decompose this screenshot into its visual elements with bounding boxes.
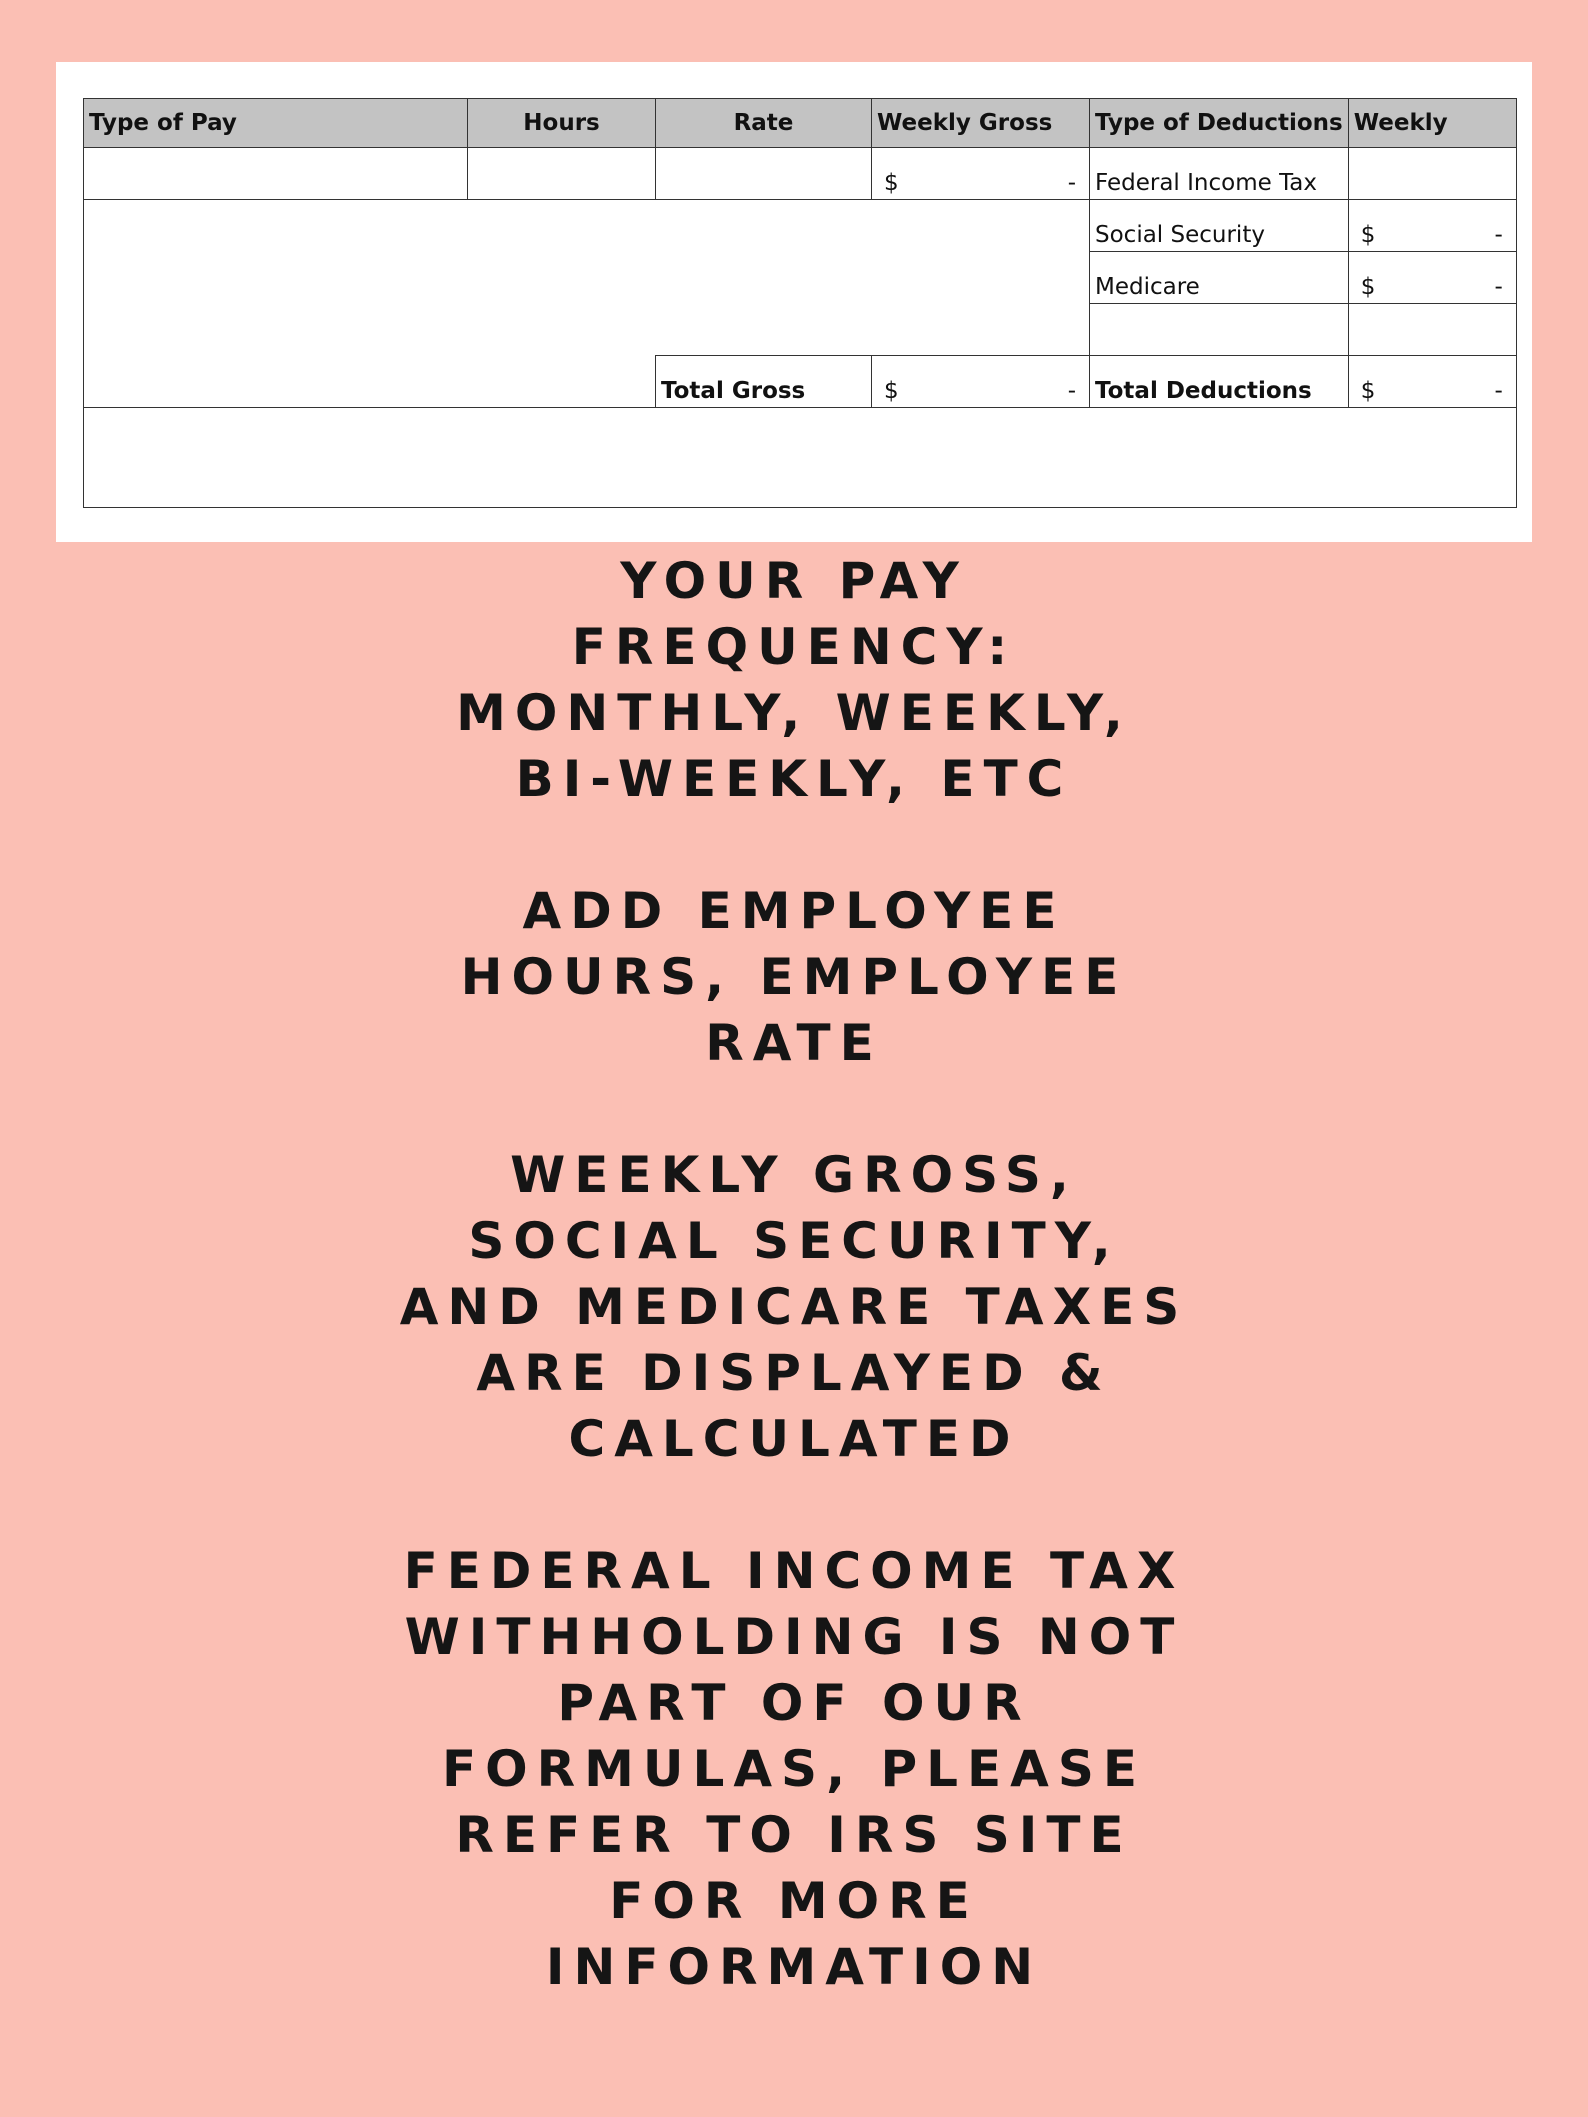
total-gross-cell [872,356,1090,408]
federal-income-tax-cell[interactable] [1348,148,1516,200]
note-line: HOURS, EMPLOYEE [460,948,1128,1006]
header-weekly-gross: Weekly Gross [872,99,1090,148]
note-line: MONTHLY, WEEKLY, [456,684,1132,742]
note-line: ARE DISPLAYED & [476,1344,1112,1402]
header-row [84,99,1517,148]
currency-symbol: $ [1360,274,1376,300]
social-security-cell [1348,200,1516,252]
note-line: REFER TO IRS SITE [455,1806,1133,1864]
table-row [84,200,1517,252]
header-type-of-pay: Type of Pay [84,99,468,148]
social-security-value: - [1494,222,1503,248]
note-line: FEDERAL INCOME TAX [403,1542,1185,1600]
social-security-label: Social Security [1090,200,1349,252]
note-line: SOCIAL SECURITY, [468,1212,1120,1270]
medicare-cell [1348,252,1516,304]
federal-income-tax-label: Federal Income Tax [1090,148,1349,200]
total-deductions-cell [1348,356,1516,408]
note-line: AND MEDICARE TAXES [399,1278,1189,1336]
note-employee-hours [0,878,1588,1076]
empty-deduction-label[interactable] [1090,304,1349,356]
note-line: INFORMATION [545,1938,1043,1996]
note-line: WITHHOLDING IS NOT [404,1608,1184,1666]
weekly-gross-value: - [1067,170,1076,196]
totals-row [84,356,1517,408]
note-line: PART OF OUR [557,1674,1031,1732]
header-weekly: Weekly [1348,99,1516,148]
hours-cell[interactable] [468,148,656,200]
rate-cell[interactable] [656,148,872,200]
total-gross-value: - [1067,378,1076,404]
note-line: CALCULATED [568,1410,1020,1468]
note-pay-frequency [0,548,1588,812]
weekly-gross-cell [872,148,1090,200]
header-hours: Hours [468,99,656,148]
type-of-pay-cell[interactable] [84,148,468,200]
currency-symbol: $ [884,378,899,404]
table-row [84,148,1517,200]
note-federal-withholding [0,1538,1588,2000]
payroll-table [83,98,1517,508]
payroll-sheet-panel [56,62,1532,542]
instructions [0,548,1588,2066]
medicare-value: - [1494,274,1503,300]
note-line: ADD EMPLOYEE [522,882,1066,940]
empty-deduction-cell[interactable] [1348,304,1516,356]
blank-area [84,200,1090,356]
header-type-of-deductions: Type of Deductions [1090,99,1349,148]
totals-spacer [84,356,656,408]
note-taxes-calculated [0,1142,1588,1472]
note-line: FREQUENCY: [571,618,1017,676]
footer-area [84,408,1517,508]
currency-symbol: $ [884,170,899,196]
total-deductions-label: Total Deductions [1090,356,1349,408]
footer-row [84,408,1517,508]
note-line: BI-WEEKLY, ETC [515,750,1073,808]
note-line: RATE [705,1014,883,1072]
total-gross-label: Total Gross [656,356,872,408]
total-deductions-value: - [1494,378,1503,404]
currency-symbol: $ [1360,378,1376,404]
medicare-label: Medicare [1090,252,1349,304]
note-line: YOUR PAY [620,552,968,610]
note-line: FORMULAS, PLEASE [441,1740,1146,1798]
note-line: FOR MORE [609,1872,979,1930]
header-rate: Rate [656,99,872,148]
note-line: WEEKLY GROSS, [510,1146,1078,1204]
currency-symbol: $ [1360,222,1376,248]
